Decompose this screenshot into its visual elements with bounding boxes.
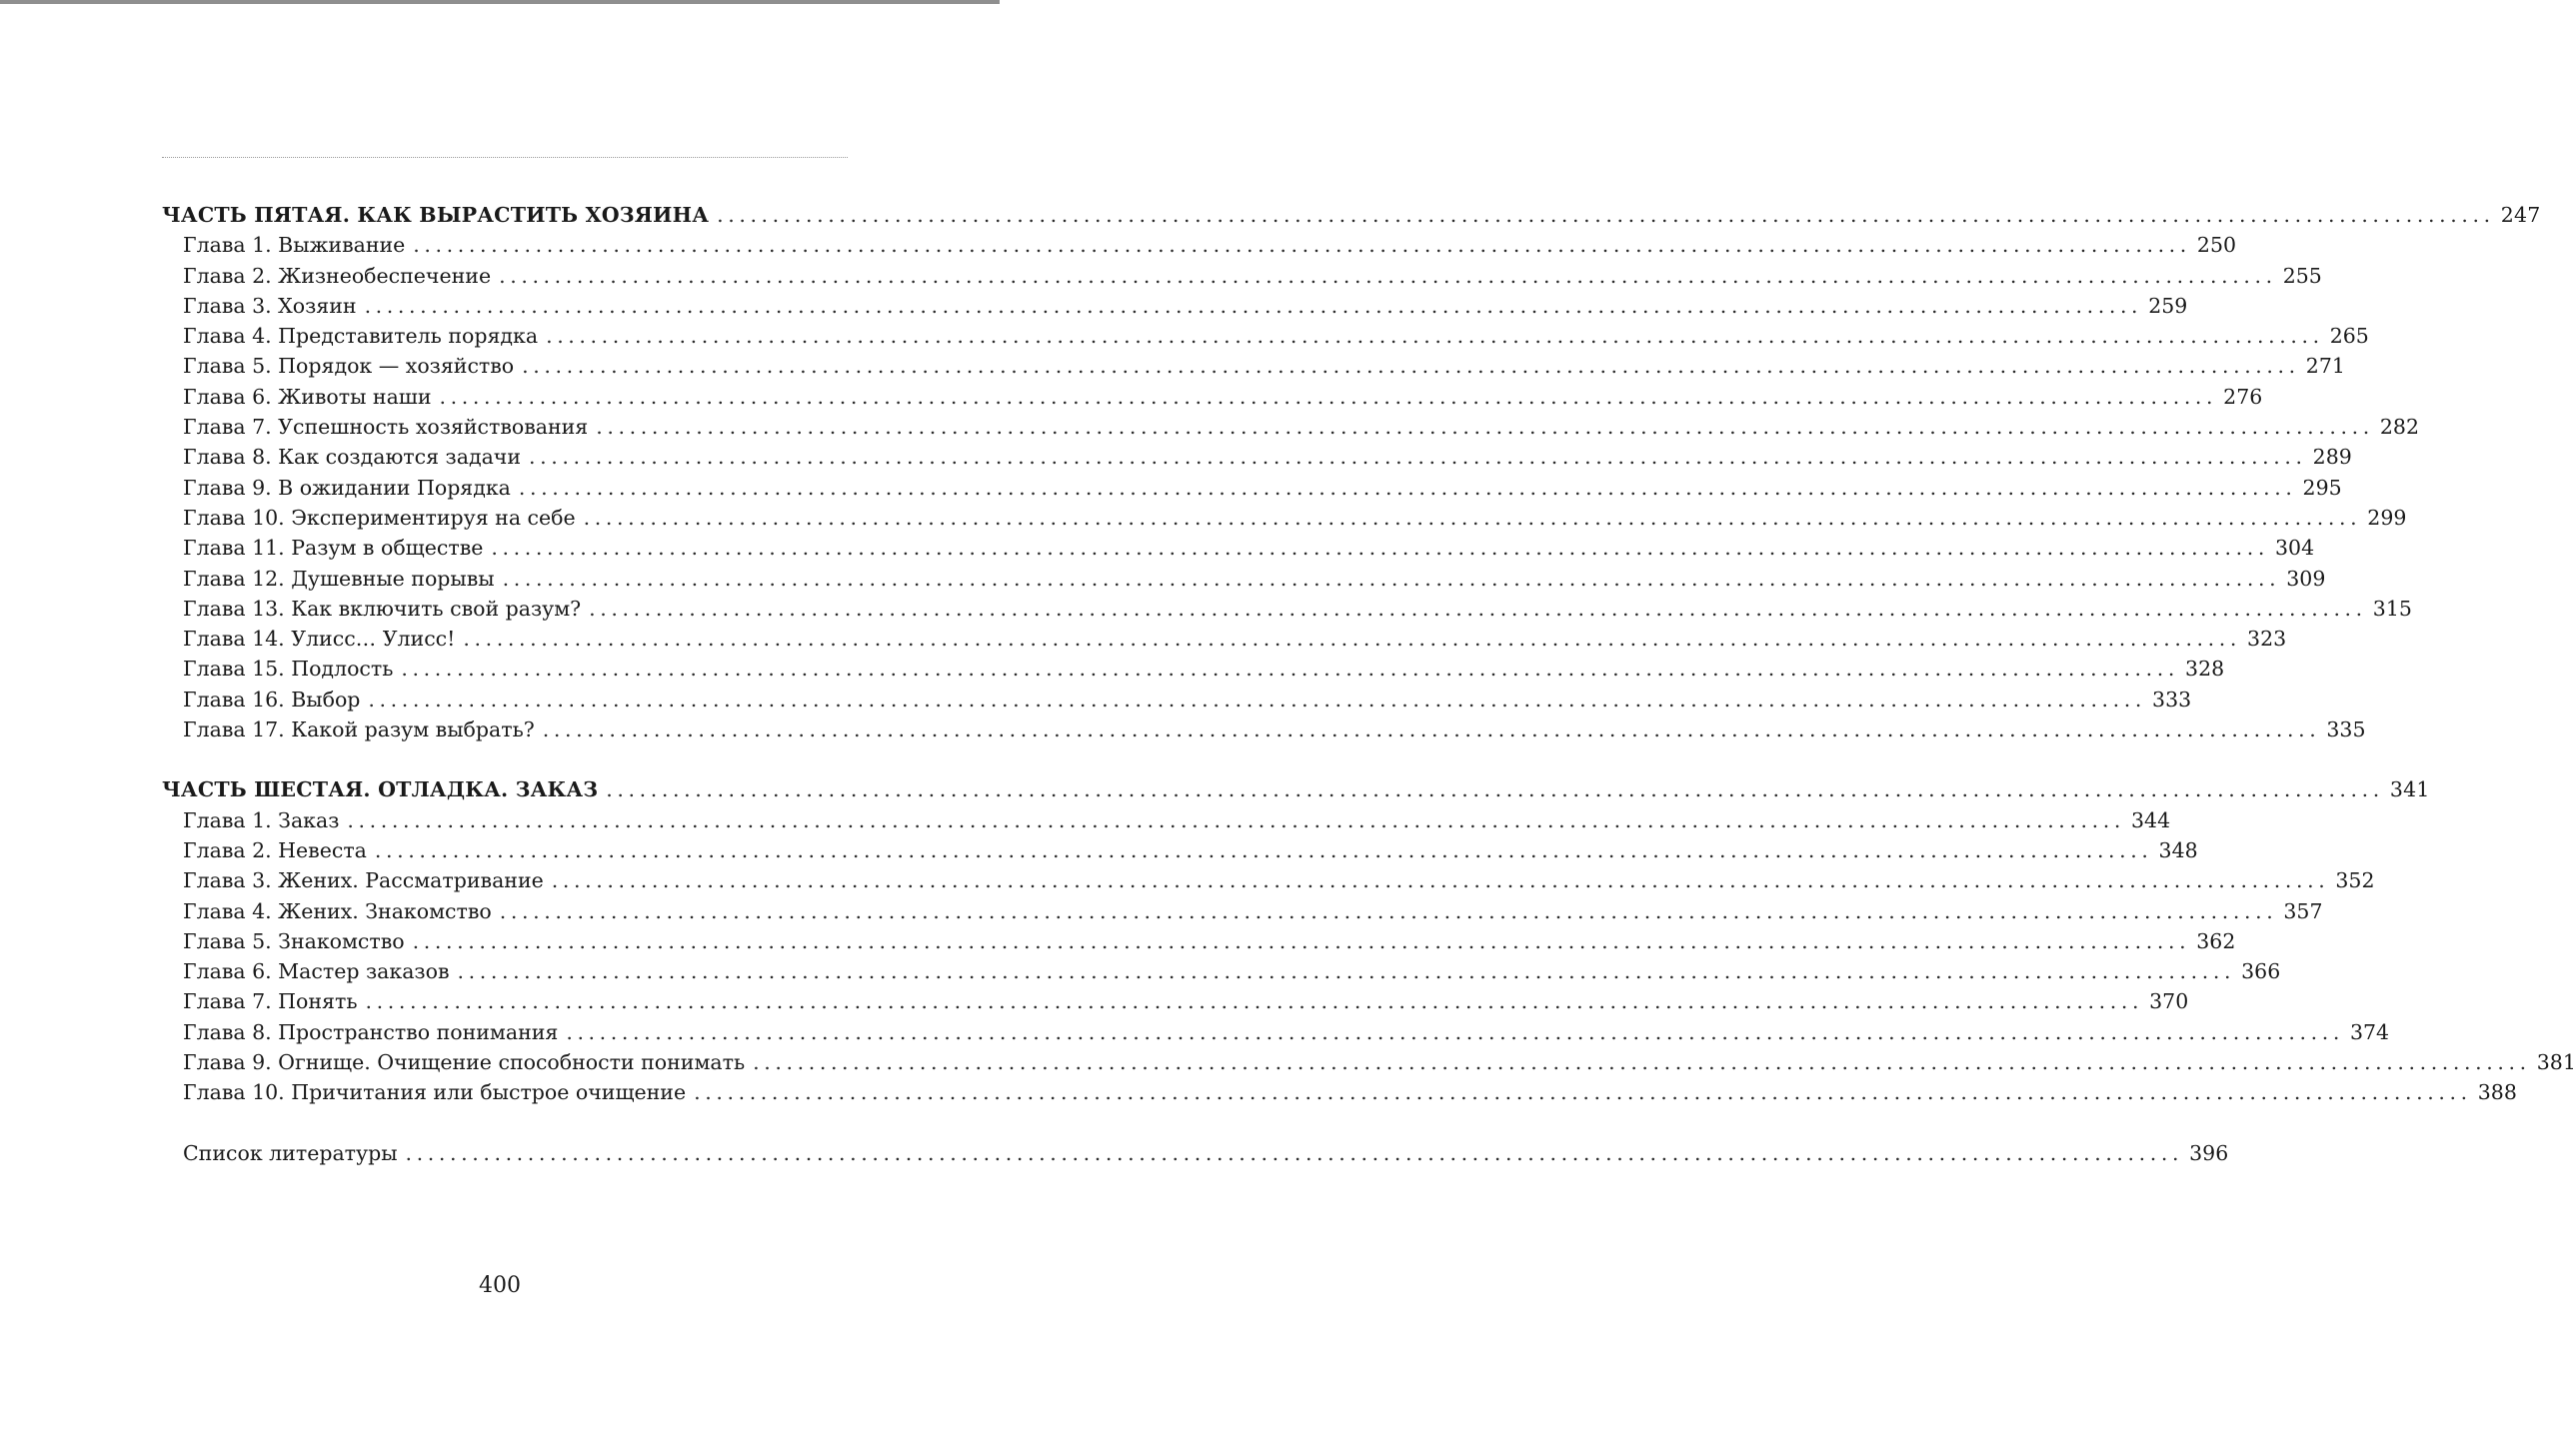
dot-leader: ................................................................................................................................................................: [405, 1140, 2184, 1165]
chapter-page: 366: [2241, 959, 2281, 984]
dot-leader: ................................................................................................................................................................: [463, 627, 2242, 652]
chapter-entry: [162, 956, 2281, 986]
dot-leader: ................................................................................................................................................................: [368, 687, 2147, 712]
chapter-title: Глава 10. Причитания или быстрое очищение: [183, 1080, 687, 1105]
dot-leader: ................................................................................................................................................................: [606, 777, 2384, 802]
dot-leader: ................................................................................................................................................................: [546, 324, 2324, 349]
chapter-title: Глава 2. Невеста: [183, 837, 367, 862]
chapter-title: Глава 12. Душевные порывы: [183, 566, 495, 591]
dot-leader: ................................................................................................................................................................: [401, 657, 2180, 682]
dot-leader: ................................................................................................................................................................: [717, 203, 2495, 227]
chapter-title: Глава 7. Успешность хозяйствования: [183, 415, 589, 440]
dot-leader: ................................................................................................................................................................: [374, 837, 2153, 862]
dot-leader: ................................................................................................................................................................: [522, 354, 2300, 379]
chapter-entry: [162, 230, 2237, 260]
chapter-entry: [162, 412, 2420, 442]
chapter-page: 289: [2312, 445, 2352, 470]
chapter-entry: [162, 261, 2322, 291]
chapter-entry: [162, 865, 2375, 895]
table-of-contents: [162, 200, 2576, 1168]
chapter-page: 259: [2148, 293, 2188, 318]
dot-leader: ................................................................................................................................................................: [413, 233, 2191, 258]
chapter-title: Глава 4. Представитель порядка: [183, 324, 539, 349]
chapter-entry: [162, 564, 2326, 594]
chapter-page: 328: [2185, 657, 2225, 682]
chapter-title: Глава 15. Подлость: [183, 657, 394, 682]
chapter-entry: [162, 685, 2192, 715]
page-number: 400: [479, 1273, 521, 1298]
chapter-title: Глава 14. Улисс… Улисс!: [183, 627, 456, 652]
chapter-page: 344: [2131, 807, 2171, 832]
chapter-title: Глава 2. Жизнеобеспечение: [183, 263, 492, 288]
chapter-title: Глава 1. Выживание: [183, 233, 406, 258]
chapter-entry: [162, 503, 2407, 533]
part-page: 341: [2389, 777, 2430, 802]
chapter-page: 370: [2149, 989, 2189, 1014]
chapter-page: 299: [2367, 505, 2407, 530]
part-title: ЧАСТЬ ПЯТАЯ. КАК ВЫРАСТИТЬ ХОЗЯИНА: [162, 203, 710, 227]
dot-leader: ................................................................................................................................................................: [499, 898, 2278, 923]
chapter-page: 352: [2335, 868, 2375, 893]
chapter-entry: [162, 896, 2323, 926]
dot-leader: ................................................................................................................................................................: [347, 807, 2126, 832]
dot-leader: ................................................................................................................................................................: [365, 989, 2144, 1014]
chapter-page: 333: [2152, 687, 2192, 712]
dot-leader: ................................................................................................................................................................: [589, 596, 2367, 621]
chapter-page: 295: [2302, 475, 2342, 500]
chapter-title: Глава 11. Разум в обществе: [183, 536, 484, 561]
chapter-title: Глава 3. Хозяин: [183, 293, 357, 318]
part-six: [162, 774, 2576, 1107]
chapter-title: Глава 13. Как включить свой разум?: [183, 596, 582, 621]
dot-leader: ................................................................................................................................................................: [753, 1050, 2531, 1075]
chapter-page: 323: [2247, 627, 2287, 652]
chapter-entry: [162, 1047, 2576, 1077]
dot-leader: ................................................................................................................................................................: [457, 959, 2236, 984]
dot-leader: ................................................................................................................................................................: [583, 505, 2362, 530]
dot-leader: ................................................................................................................................................................: [542, 717, 2321, 742]
bibliography-page: 396: [2189, 1140, 2229, 1165]
dotted-divider: [162, 157, 848, 158]
chapter-entry: [162, 926, 2236, 956]
chapter-page: 265: [2329, 324, 2369, 349]
chapter-entry: [162, 835, 2198, 865]
dot-leader: ................................................................................................................................................................: [596, 415, 2374, 440]
chapter-entry: [162, 594, 2412, 624]
chapter-title: Глава 10. Экспериментируя на себе: [183, 505, 576, 530]
part-heading: [162, 774, 2430, 804]
part-title: ЧАСТЬ ШЕСТАЯ. ОТЛАДКА. ЗАКАЗ: [162, 777, 599, 802]
dot-leader: ................................................................................................................................................................: [412, 928, 2191, 953]
chapter-title: Глава 6. Мастер заказов: [183, 959, 450, 984]
chapter-title: Глава 3. Жених. Рассматривание: [183, 868, 544, 893]
chapter-entry: [162, 715, 2366, 744]
chapter-page: 309: [2286, 566, 2326, 591]
chapter-page: 250: [2196, 233, 2237, 258]
chapter-title: Глава 5. Знакомство: [183, 928, 405, 953]
bibliography-title: Список литературы: [183, 1140, 398, 1165]
chapter-page: 255: [2282, 263, 2322, 288]
chapter-title: Глава 16. Выбор: [183, 687, 361, 712]
part-page: 247: [2500, 203, 2541, 227]
chapter-title: Глава 4. Жених. Знакомство: [183, 898, 492, 923]
chapter-entry: [162, 382, 2263, 412]
chapter-page: 271: [2305, 354, 2345, 379]
chapter-entry: [162, 624, 2287, 654]
chapter-entry: [162, 1077, 2517, 1107]
chapter-entry: [162, 805, 2171, 835]
dot-leader: ................................................................................................................................................................: [499, 263, 2277, 288]
part-heading: [162, 200, 2541, 230]
chapter-list: [162, 230, 2420, 744]
dot-leader: ................................................................................................................................................................: [529, 445, 2307, 470]
dot-leader: ................................................................................................................................................................: [439, 384, 2218, 409]
chapter-title: Глава 17. Какой разум выбрать?: [183, 717, 535, 742]
bibliography-entry: [162, 1138, 2229, 1168]
chapter-entry: [162, 473, 2342, 503]
chapter-entry: [162, 321, 2369, 351]
chapter-title: Глава 9. В ожидании Порядка: [183, 475, 511, 500]
chapter-list: [162, 805, 2576, 1108]
part-five: [162, 200, 2541, 744]
chapter-page: 362: [2196, 928, 2236, 953]
dot-leader: ................................................................................................................................................................: [566, 1019, 2344, 1044]
chapter-title: Глава 6. Животы наши: [183, 384, 432, 409]
chapter-title: Глава 5. Порядок — хозяйство: [183, 354, 515, 379]
chapter-page: 315: [2372, 596, 2412, 621]
chapter-title: Глава 8. Как создаются задачи: [183, 445, 522, 470]
dot-leader: ................................................................................................................................................................: [551, 868, 2330, 893]
chapter-page: 357: [2283, 898, 2323, 923]
chapter-page: 282: [2379, 415, 2420, 440]
chapter-title: Глава 1. Заказ: [183, 807, 340, 832]
chapter-page: 304: [2275, 536, 2315, 561]
chapter-page: 388: [2477, 1080, 2517, 1105]
chapter-entry: [162, 533, 2315, 563]
dot-leader: ................................................................................................................................................................: [364, 293, 2143, 318]
dot-leader: ................................................................................................................................................................: [694, 1080, 2472, 1105]
dot-leader: ................................................................................................................................................................: [518, 475, 2297, 500]
chapter-page: 381: [2536, 1050, 2576, 1075]
chapter-entry: [162, 442, 2352, 472]
chapter-title: Глава 8. Пространство понимания: [183, 1019, 559, 1044]
chapter-page: 335: [2326, 717, 2366, 742]
chapter-page: 348: [2158, 837, 2198, 862]
chapter-entry: [162, 1017, 2390, 1047]
dot-leader: ................................................................................................................................................................: [502, 566, 2281, 591]
dot-leader: ................................................................................................................................................................: [491, 536, 2269, 561]
chapter-page: 276: [2223, 384, 2263, 409]
chapter-title: Глава 9. Огнище. Очищение способности понимать: [183, 1050, 746, 1075]
chapter-entry: [162, 986, 2189, 1016]
page-top-edge: [0, 0, 1000, 4]
chapter-page: 374: [2349, 1019, 2390, 1044]
chapter-entry: [162, 291, 2188, 321]
chapter-entry: [162, 654, 2225, 684]
chapter-entry: [162, 351, 2345, 381]
chapter-title: Глава 7. Понять: [183, 989, 358, 1014]
